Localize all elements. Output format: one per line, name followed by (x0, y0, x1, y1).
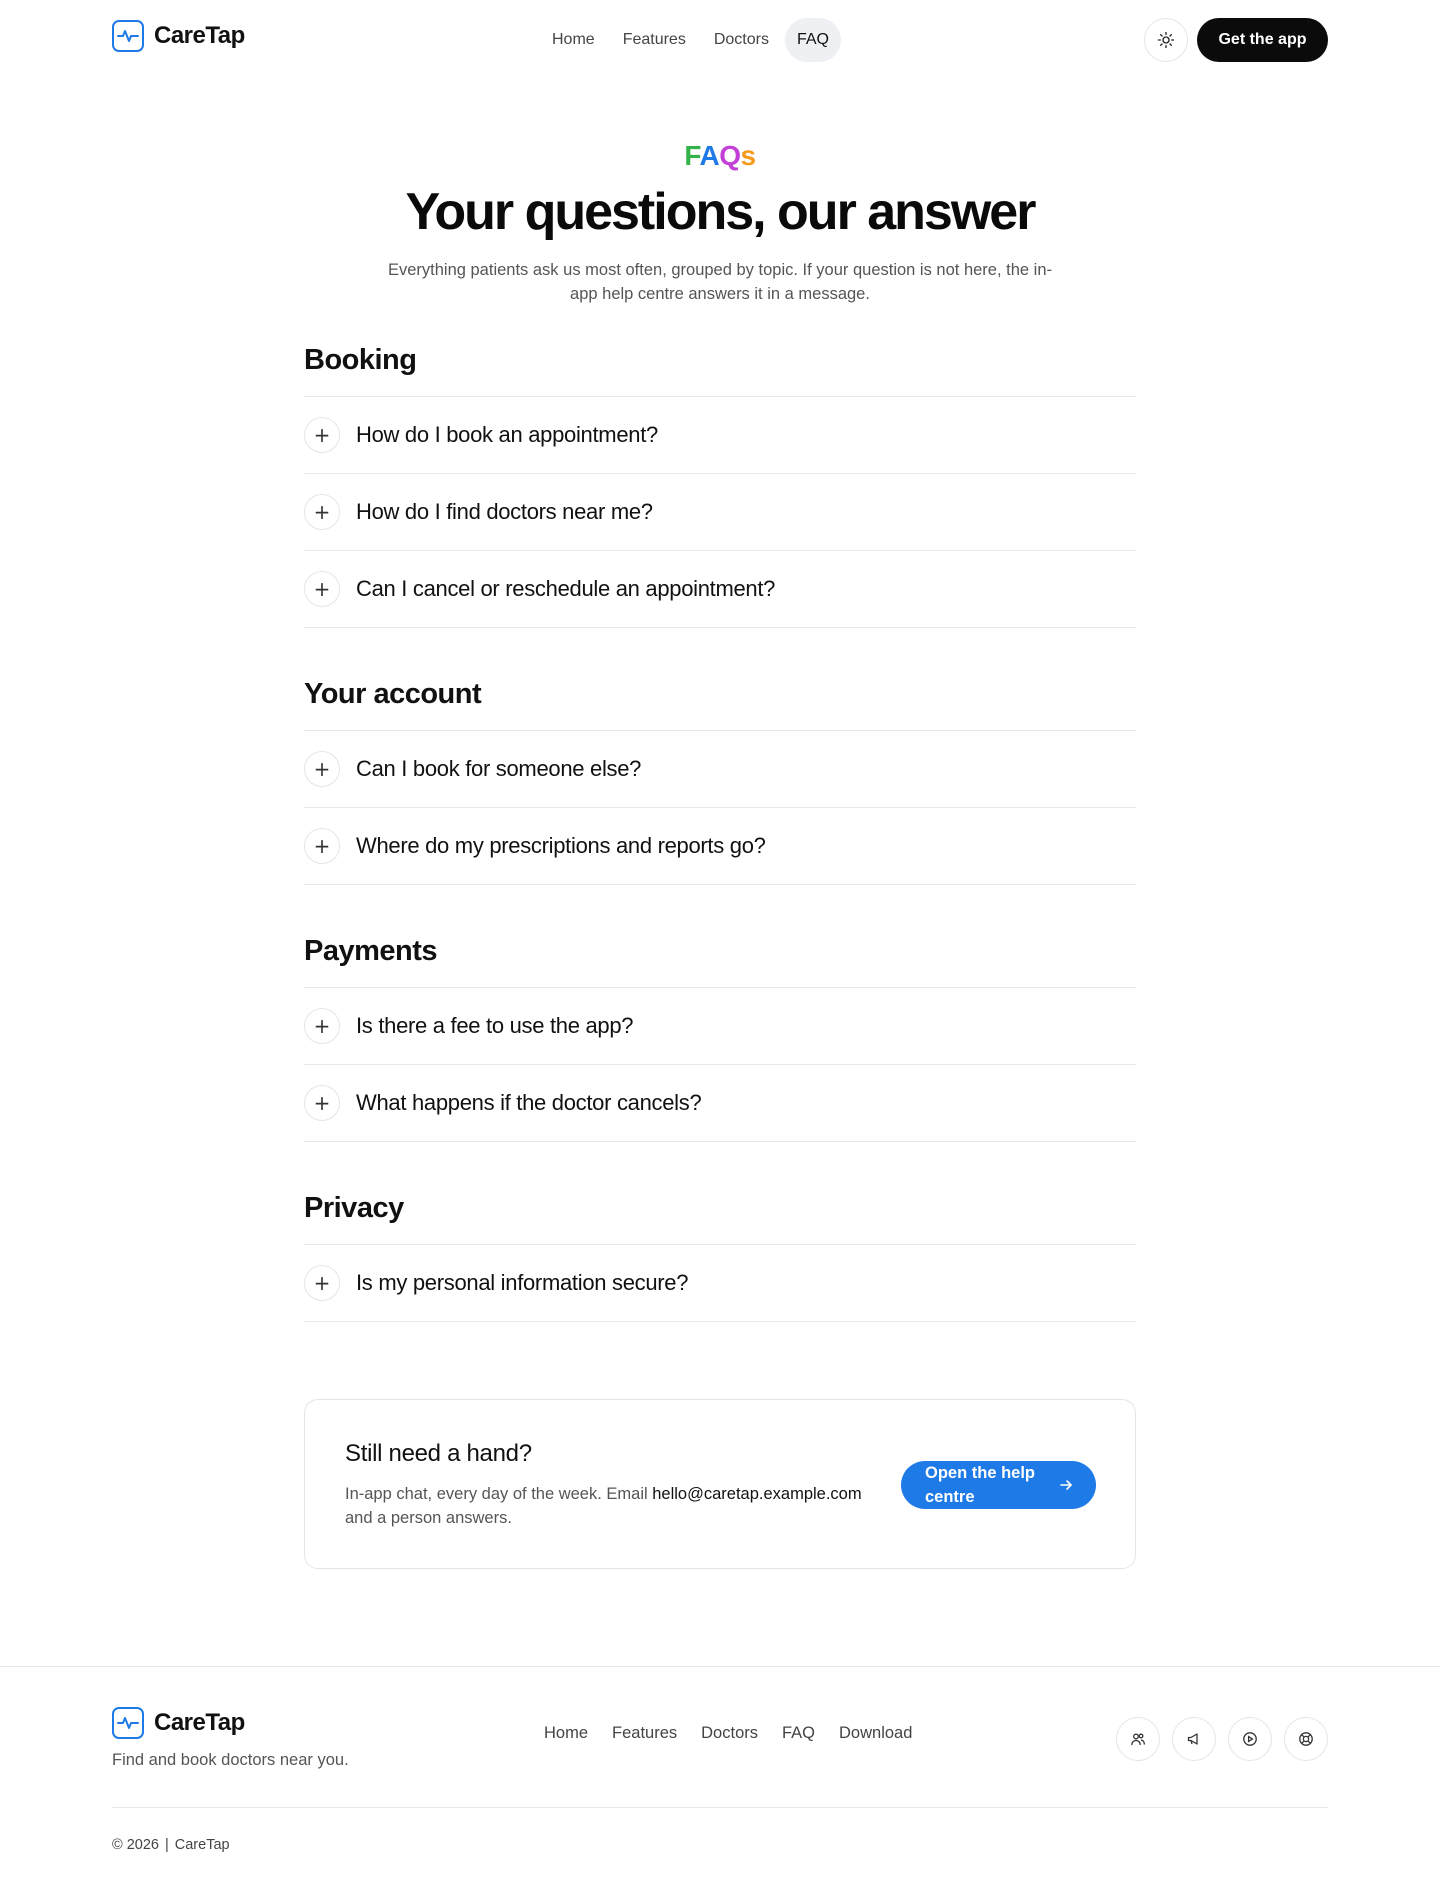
play-icon (1242, 1731, 1258, 1747)
page-title: Your questions, our answer (405, 183, 1035, 241)
footer-nav (544, 1724, 912, 1743)
faq-question: What happens if the doctor cancels? (356, 1090, 702, 1115)
footer-nav-doctors[interactable]: Doctors (701, 1724, 758, 1742)
help-title: Still need a hand? (345, 1440, 532, 1467)
faq-group-title: Your account (304, 678, 482, 710)
faq-group-payments (304, 929, 1136, 1142)
nav-faq[interactable]: FAQ (785, 18, 841, 62)
main-nav (540, 18, 845, 62)
faq-item[interactable] (304, 397, 1136, 474)
video-button[interactable] (1228, 1717, 1272, 1761)
copyright-separator: | (164, 1837, 169, 1853)
site-header (0, 0, 1440, 80)
theme-toggle-button[interactable] (1144, 18, 1188, 62)
faq-item[interactable] (304, 1245, 1136, 1322)
footer-social (1116, 1717, 1328, 1761)
faq-list (304, 730, 1136, 885)
footer-tagline: Find and book doctors near you. (112, 1751, 349, 1769)
faq-section (304, 338, 1136, 1322)
faq-question: Can I book for someone else? (356, 756, 642, 781)
faq-question: How do I book an appointment? (356, 422, 658, 447)
site-footer (0, 1666, 1440, 1892)
faq-question: Is my personal information secure? (356, 1270, 689, 1295)
eyebrow-letter: A (699, 140, 720, 171)
plus-icon[interactable]: + (304, 494, 340, 530)
faq-list (304, 396, 1136, 628)
brand-name: CareTap (154, 22, 245, 49)
nav-doctors[interactable]: Doctors (713, 31, 769, 48)
support-email-link[interactable]: hello@caretap.example.com (652, 1485, 862, 1503)
users-icon (1130, 1731, 1146, 1747)
help-text-before: In-app chat, every day of the week. Email (345, 1485, 653, 1503)
brand-logo[interactable] (112, 20, 245, 52)
plus-icon[interactable]: + (304, 751, 340, 787)
faq-item[interactable] (304, 551, 1136, 628)
eyebrow-letter: Q (719, 140, 741, 171)
faq-group-privacy (304, 1186, 1136, 1322)
copyright-brand: CareTap (174, 1837, 230, 1853)
faq-question: Can I cancel or reschedule an appointment? (356, 576, 776, 601)
sun-icon (1157, 31, 1175, 49)
faq-item[interactable] (304, 474, 1136, 551)
faq-group-booking (304, 338, 1136, 628)
faq-group-title: Booking (304, 344, 417, 376)
footer-nav-download[interactable]: Download (839, 1724, 913, 1742)
news-button[interactable] (1172, 1717, 1216, 1761)
nav-features[interactable]: Features (622, 31, 686, 48)
footer-nav-home[interactable]: Home (544, 1724, 589, 1742)
help-text-after: and a person answers. (345, 1509, 512, 1527)
pulse-icon (112, 20, 144, 52)
help-card (304, 1399, 1136, 1569)
footer-nav-faq[interactable]: FAQ (782, 1724, 816, 1742)
arrow-right-icon (1058, 1477, 1074, 1493)
footer-nav-features[interactable]: Features (612, 1724, 678, 1742)
plus-icon[interactable]: + (304, 828, 340, 864)
footer-logo[interactable] (112, 1707, 245, 1739)
plus-icon[interactable]: + (304, 1008, 340, 1044)
faq-item[interactable] (304, 731, 1136, 808)
eyebrow-letter: s (740, 140, 756, 171)
faq-item[interactable] (304, 1065, 1136, 1142)
megaphone-icon (1186, 1731, 1202, 1747)
nav-home[interactable]: Home (552, 31, 595, 48)
faq-group-account (304, 672, 1136, 885)
footer-divider (112, 1807, 1328, 1808)
open-help-centre-button[interactable] (901, 1461, 1096, 1509)
get-app-button[interactable]: Get the app (1197, 18, 1328, 62)
faq-item[interactable] (304, 808, 1136, 885)
faq-list (304, 1244, 1136, 1322)
help-button-label: Open the help centre (925, 1464, 1036, 1506)
plus-icon[interactable]: + (304, 417, 340, 453)
faq-list (304, 987, 1136, 1142)
pulse-icon (112, 1707, 144, 1739)
faq-group-title: Payments (304, 935, 438, 967)
faq-group-title: Privacy (304, 1192, 404, 1224)
plus-icon[interactable]: + (304, 571, 340, 607)
help-text (345, 1482, 895, 1530)
faq-item[interactable] (304, 988, 1136, 1065)
faq-question: How do I find doctors near me? (356, 499, 653, 524)
plus-icon[interactable]: + (304, 1265, 340, 1301)
copyright-year: © 2026 (112, 1837, 159, 1853)
faq-question: Is there a fee to use the app? (356, 1013, 634, 1038)
page-subtitle: Everything patients ask us most often, grouped by topic. If your question is not here, the in-app help centre answers it in a message. (387, 261, 1053, 303)
plus-icon[interactable]: + (304, 1085, 340, 1121)
copyright (112, 1837, 230, 1853)
footer-brand-name: CareTap (154, 1709, 245, 1736)
lifebuoy-icon (1298, 1731, 1314, 1747)
eyebrow-letter: F (684, 140, 700, 171)
community-button[interactable] (1116, 1717, 1160, 1761)
support-button[interactable] (1284, 1717, 1328, 1761)
faq-question: Where do my prescriptions and reports go? (356, 833, 766, 858)
faq-eyebrow (0, 140, 1440, 172)
